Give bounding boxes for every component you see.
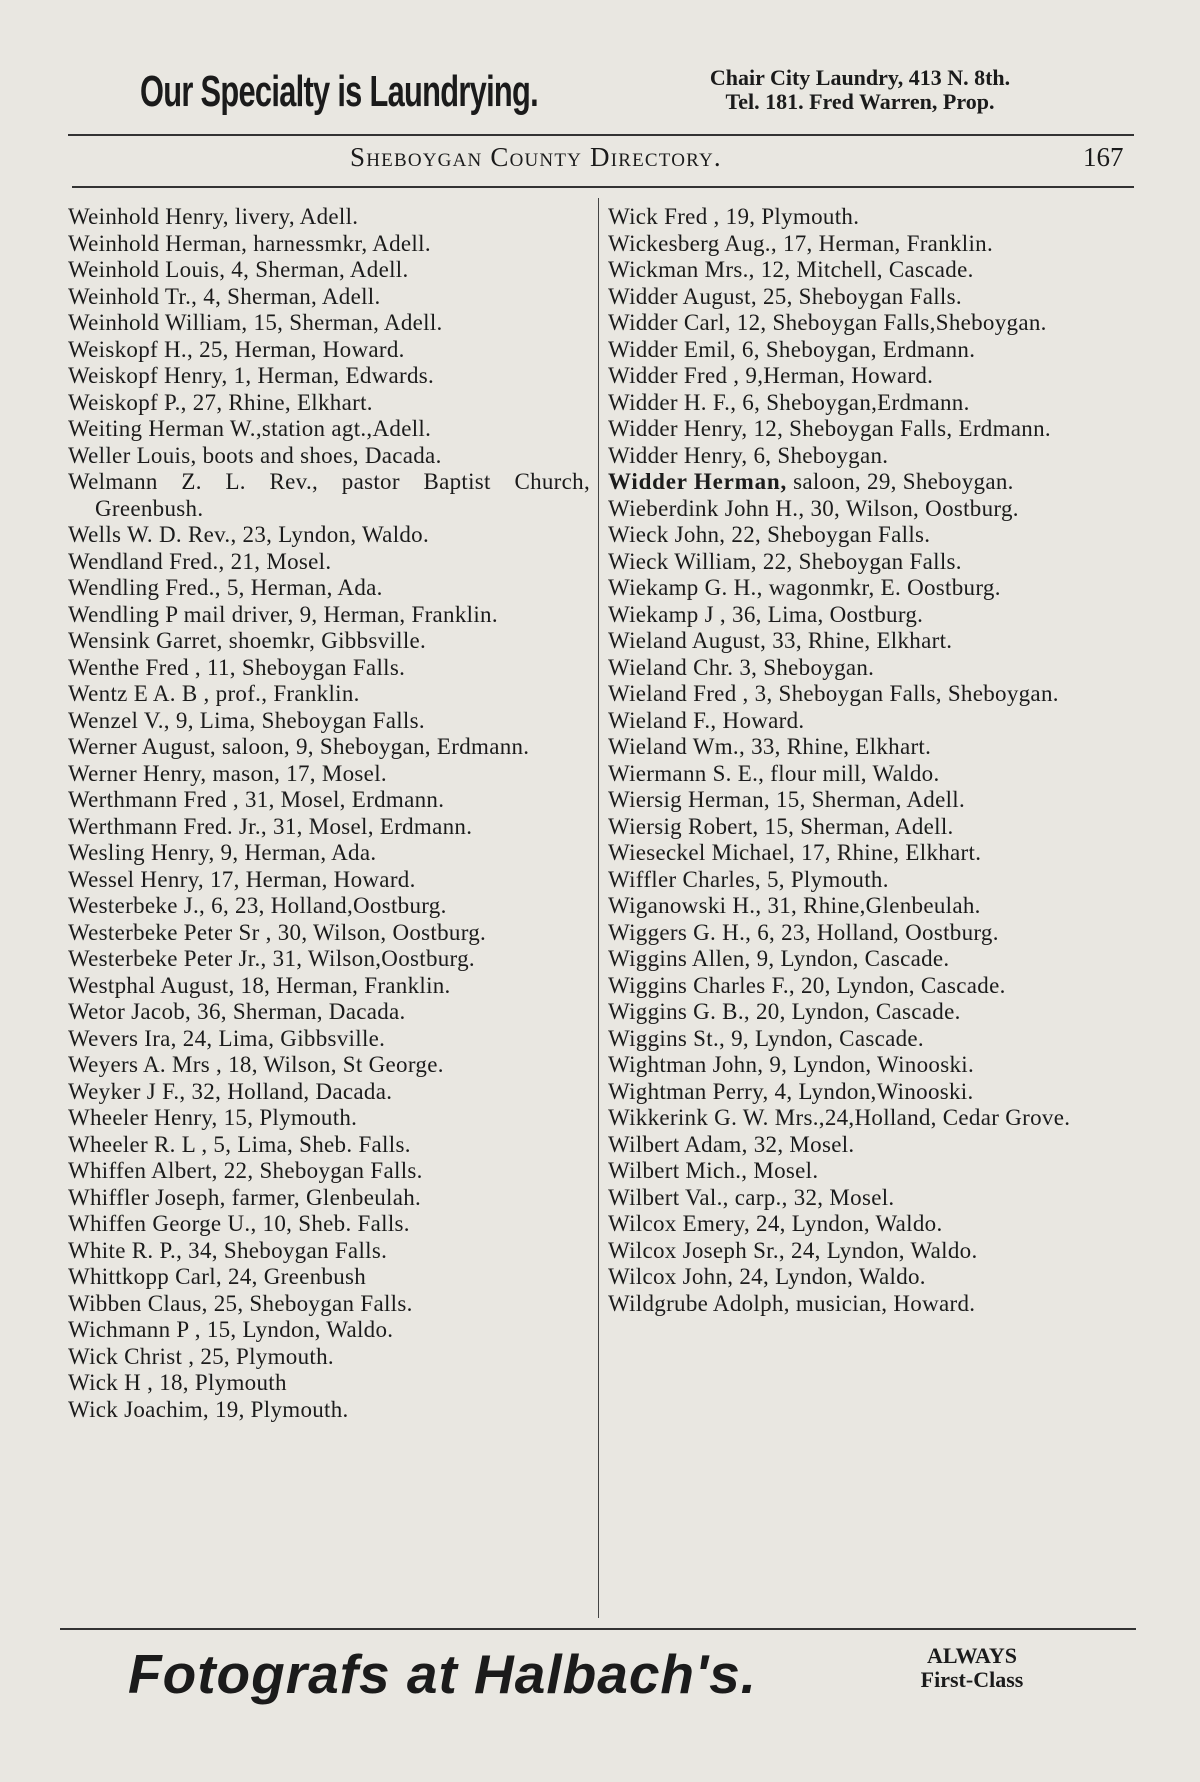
directory-entry: Wilcox Emery, 24, Lyndon, Waldo. (608, 1211, 943, 1236)
directory-entry: Werner Henry, mason, 17, Mosel. (68, 760, 387, 786)
directory-entry: Weiskopf H., 25, Herman, Howard. (68, 336, 405, 362)
directory-entry: Weyers A. Mrs , 18, Wilson, St George. (68, 1052, 444, 1077)
directory-entry: Wiggins G. B., 20, Lyndon, Cascade. (608, 999, 961, 1024)
directory-entry: Wentz E A. B , prof., Franklin. (68, 681, 360, 706)
directory-entry: Wevers Ira, 24, Lima, Gibbsville. (68, 1025, 386, 1051)
directory-entry: Weinhold Louis, 4, Sherman, Adell. (68, 257, 409, 282)
first-class-label: First-Class (920, 1667, 1024, 1692)
header-bottom-rule (72, 186, 1134, 188)
directory-entry: Werthmann Fred. Jr., 31, Mosel, Erdmann. (68, 813, 473, 839)
directory-entry: Wiggins Allen, 9, Lyndon, Cascade. (608, 946, 950, 971)
directory-entry: Wibben Claus, 25, Sheboygan Falls. (68, 1290, 413, 1316)
directory-entry: Weinhold Tr., 4, Sherman, Adell. (68, 283, 381, 309)
column-divider (598, 198, 599, 1618)
directory-entry: Whiffen George U., 10, Sheb. Falls. (68, 1211, 410, 1236)
directory-entry: Wenthe Fred , 11, Sheboygan Falls. (68, 654, 406, 680)
directory-entry: Wiekamp G. H., wagonmkr, E. Oostburg. (608, 575, 1001, 600)
directory-entry: Wiggers G. H., 6, 23, Holland, Oostburg. (608, 919, 999, 945)
directory-entry: Wick Christ , 25, Plymouth. (68, 1343, 334, 1369)
directory-entry: Wick H , 18, Plymouth (68, 1370, 287, 1395)
laundry-telephone: Tel. 181. Fred Warren, Prop. (725, 89, 995, 114)
directory-entry: Wells W. D. Rev., 23, Lyndon, Waldo. (68, 522, 430, 547)
directory-entry: Wenzel V., 9, Lima, Sheboygan Falls. (68, 707, 425, 733)
directory-entry: Wheeler R. L , 5, Lima, Sheb. Falls. (68, 1131, 411, 1157)
footer-rule (60, 1628, 1136, 1630)
directory-entry: Wick Fred , 19, Plymouth. (608, 204, 860, 229)
header-top-rule (68, 134, 1134, 136)
directory-entry: Weiskopf P., 27, Rhine, Elkhart. (68, 389, 373, 415)
directory-entry: Wieck John, 22, Sheboygan Falls. (608, 522, 931, 547)
directory-entry: Wendling P mail driver, 9, Herman, Franklin. (68, 601, 498, 627)
directory-entry: Wiermann S. E., flour mill, Waldo. (608, 760, 940, 786)
directory-entry: Wilbert Mich., Mosel. (608, 1158, 819, 1183)
directory-entry: Whiffler Joseph, farmer, Glenbeulah. (68, 1184, 422, 1210)
directory-entry: Wick Joachim, 19, Plymouth. (68, 1396, 349, 1422)
directory-entry: Wiersig Robert, 15, Sherman, Adell. (608, 813, 954, 839)
directory-entry: Wilbert Val., carp., 32, Mosel. (608, 1184, 895, 1210)
directory-entry: Widder August, 25, Sheboygan Falls. (608, 283, 962, 309)
photography-slogan: Fotografs at Halbach's. (128, 1643, 757, 1705)
directory-entry: Wiganowski H., 31, Rhine,Glenbeulah. (608, 893, 981, 918)
directory-entry: Wieland August, 33, Rhine, Elkhart. (608, 628, 953, 653)
directory-entry: Widder H. F., 6, Sheboygan,Erdmann. (608, 389, 970, 415)
directory-entry: Wiggins St., 9, Lyndon, Cascade. (608, 1025, 924, 1051)
directory-entry: Wildgrube Adolph, musician, Howard. (608, 1290, 976, 1316)
directory-entry: Widder Henry, 12, Sheboygan Falls, Erdmann. (608, 416, 1051, 441)
directory-entry: Werner August, saloon, 9, Sheboygan, Erdmann. (68, 734, 530, 759)
directory-entry: Wickman Mrs., 12, Mitchell, Cascade. (608, 257, 974, 282)
directory-entry: Wilbert Adam, 32, Mosel. (608, 1131, 855, 1157)
directory-entry: White R. P., 34, Sheboygan Falls. (68, 1237, 388, 1263)
directory-entry: Wightman John, 9, Lyndon, Winooski. (608, 1052, 975, 1077)
directory-entry: Wiffler Charles, 5, Plymouth. (608, 866, 889, 892)
directory-entry: Wieberdink John H., 30, Wilson, Oostburg. (608, 495, 1019, 521)
directory-entry: Wieland Wm., 33, Rhine, Elkhart. (608, 734, 932, 759)
directory-entry: Wendling Fred., 5, Herman, Ada. (68, 575, 383, 600)
directory-entry: Wiersig Herman, 15, Sherman, Adell. (608, 787, 966, 812)
left-column-entries (68, 204, 590, 1423)
laundry-address: Chair City Laundry, 413 N. 8th. (709, 65, 1011, 90)
directory-entry: Weiskopf Henry, 1, Herman, Edwards. (68, 363, 435, 388)
directory-entry: Wessel Henry, 17, Herman, Howard. (68, 866, 416, 892)
page-number: 167 (1083, 142, 1124, 172)
directory-entry: Widder Emil, 6, Sheboygan, Erdmann. (608, 336, 976, 362)
directory-entry: Weinhold Herman, harnessmkr, Adell. (68, 230, 431, 256)
directory-entry: Wiekamp J , 36, Lima, Oostburg. (608, 601, 924, 627)
entry-bold-name: Widder Herman, (608, 469, 788, 494)
always-label: ALWAYS (926, 1643, 1018, 1668)
directory-entry: Wilcox John, 24, Lyndon, Waldo. (608, 1264, 926, 1289)
directory-entry: Wesling Henry, 9, Herman, Ada. (68, 840, 377, 865)
directory-entry: Weyker J F., 32, Holland, Dacada. (68, 1078, 393, 1104)
directory-entry: Weinhold William, 15, Sherman, Adell. (68, 310, 443, 335)
directory-entry: Weiting Herman W.,station agt.,Adell. (68, 416, 432, 441)
directory-entry: Wheeler Henry, 15, Plymouth. (68, 1105, 358, 1130)
directory-entry: Wieseckel Michael, 17, Rhine, Elkhart. (608, 840, 982, 865)
directory-entry: Werthmann Fred , 31, Mosel, Erdmann. (68, 787, 445, 812)
directory-entry: Wiggins Charles F., 20, Lyndon, Cascade. (608, 972, 1006, 998)
directory-entry: Wilcox Joseph Sr., 24, Lyndon, Waldo. (608, 1237, 978, 1263)
directory-entry: Widder Carl, 12, Sheboygan Falls,Sheboygan. (608, 310, 1047, 335)
directory-entry: Wieland F., Howard. (608, 707, 805, 733)
directory-entry: Wieland Chr. 3, Sheboygan. (608, 654, 875, 680)
entry-details: saloon, 29, Sheboygan. (787, 469, 1014, 494)
directory-entry: Widder Henry, 6, Sheboygan. (608, 442, 889, 468)
directory-entry: Wightman Perry, 4, Lyndon,Winooski. (608, 1078, 974, 1104)
quality-badge (872, 1644, 1072, 1692)
directory-entry: Weller Louis, boots and shoes, Dacada. (68, 442, 442, 468)
directory-entry: Wikkerink G. W. Mrs.,24,Holland, Cedar Grove. (608, 1105, 1071, 1130)
directory-entry: Westerbeke Peter Sr , 30, Wilson, Oostburg. (68, 919, 487, 945)
laundry-contact (650, 66, 1070, 114)
right-column-entries (608, 204, 1134, 1317)
directory-entry: Wieck William, 22, Sheboygan Falls. (608, 548, 962, 574)
directory-entry: Westerbeke J., 6, 23, Holland,Oostburg. (68, 893, 447, 918)
directory-entry: Whittkopp Carl, 24, Greenbush (68, 1264, 367, 1289)
directory-entry: Wetor Jacob, 36, Sherman, Dacada. (68, 999, 406, 1024)
directory-entry: Whiffen Albert, 22, Sheboygan Falls. (68, 1158, 423, 1183)
photography-advertisement (120, 1636, 1100, 1716)
directory-entry: Wichmann P , 15, Lyndon, Waldo. (68, 1317, 394, 1342)
directory-entry: Wendland Fred., 21, Mosel. (68, 548, 332, 574)
directory-entry: Wickesberg Aug., 17, Herman, Franklin. (608, 230, 994, 256)
laundry-advertisement (140, 62, 1080, 124)
directory-entry: Westerbeke Peter Jr., 31, Wilson,Oostburg. (68, 946, 475, 971)
directory-title: Sheboygan County Directory. (350, 142, 722, 172)
directory-entry: Westphal August, 18, Herman, Franklin. (68, 972, 451, 998)
directory-entry: Wieland Fred , 3, Sheboygan Falls, Sheboygan. (608, 681, 1059, 706)
directory-entry: Weinhold Henry, livery, Adell. (68, 204, 359, 229)
directory-entry: Wensink Garret, shoemkr, Gibbsville. (68, 628, 427, 653)
directory-entry (608, 469, 1134, 496)
directory-entry: Widder Fred , 9,Herman, Howard. (608, 363, 934, 388)
laundry-slogan: Our Specialty is Laundrying. (140, 67, 539, 116)
running-header (350, 142, 722, 173)
directory-entry: Welmann Z. L. Rev., pastor Baptist Church, Greenbush. (68, 469, 590, 521)
